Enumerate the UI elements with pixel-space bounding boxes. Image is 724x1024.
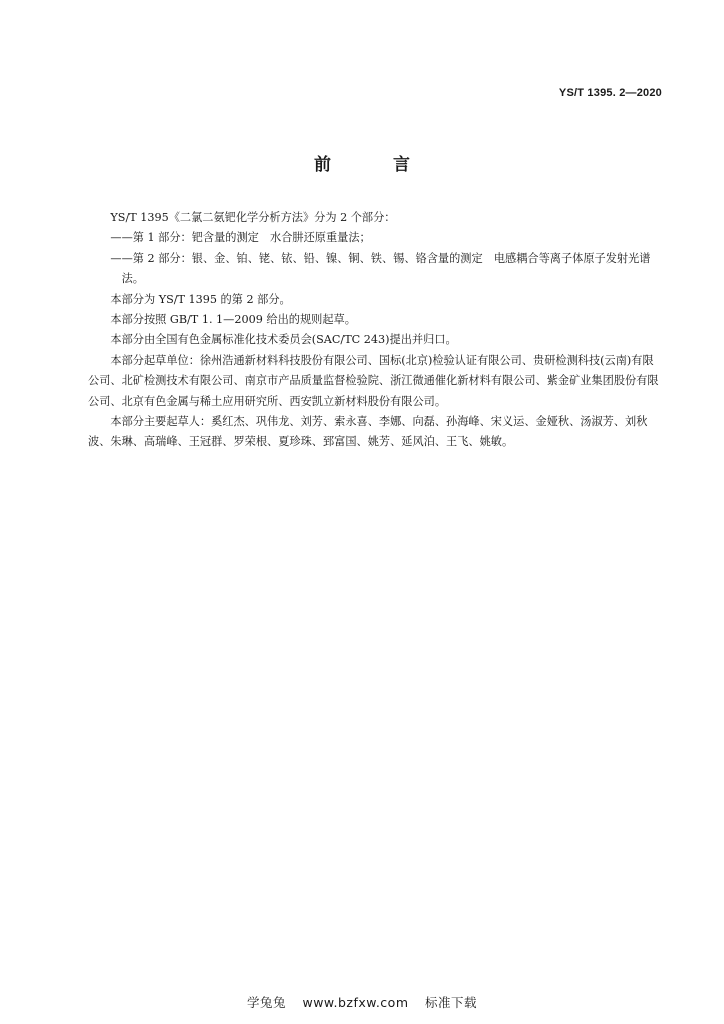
paragraph-proposed-by: 本部分由全国有色金属标准化技术委员会(SAC/TC 243)提出并归口。 xyxy=(110,333,457,347)
paragraph-part-number: 本部分为 YS/T 1395 的第 2 部分。 xyxy=(110,292,291,306)
list-item-part-1: ——第 1 部分：钯含量的测定 水合肼还原重量法； xyxy=(110,231,371,245)
list-item-part-2: ——第 2 部分：银、金、铂、铑、铱、铅、镍、铜、铁、锡、铬含量的测定 电感耦合等离子体原子发射光谱法。 xyxy=(110,251,651,286)
document-code: YS/T 1395. 2—2020 xyxy=(558,87,662,99)
footer-tagline: 标准下载 xyxy=(425,995,478,1010)
paragraph-drafters: 本部分主要起草人：奚红杰、巩伟龙、刘芳、索永喜、李娜、向磊、孙海峰、宋义运、金娅秋、汤淑芳、刘秋波、朱琳、高瑞峰、王冠群、罗荣根、夏珍珠、郅富国、姚芳、延风泊、王飞、姚敏。 xyxy=(88,415,648,449)
footer-url-link[interactable]: www.bzfxw.com xyxy=(302,995,409,1010)
page-footer xyxy=(0,993,724,1011)
paragraph-drafting-rules: 本部分按照 GB/T 1. 1—2009 给出的规则起草。 xyxy=(110,313,356,327)
paragraph-drafting-units: 本部分起草单位：徐州浩通新材料科技股份有限公司、国标(北京)检验认证有限公司、贵研检测科技(云南)有限公司、北矿检测技术有限公司、南京市产品质量监督检验院、浙江微通催化新材料有限公司、紫金矿业集团股份有限公司、北京有色金属与稀土应用研究所、西安凯立新材料股份有限公司。 xyxy=(88,353,659,408)
page-title: 前 言 xyxy=(314,155,438,175)
paragraph-parts-intro: YS/T 1395《二氯二氨钯化学分析方法》分为 2 个部分： xyxy=(110,211,396,224)
foreword-body xyxy=(88,208,661,453)
footer-site-name: 学兔兔 xyxy=(246,995,286,1010)
